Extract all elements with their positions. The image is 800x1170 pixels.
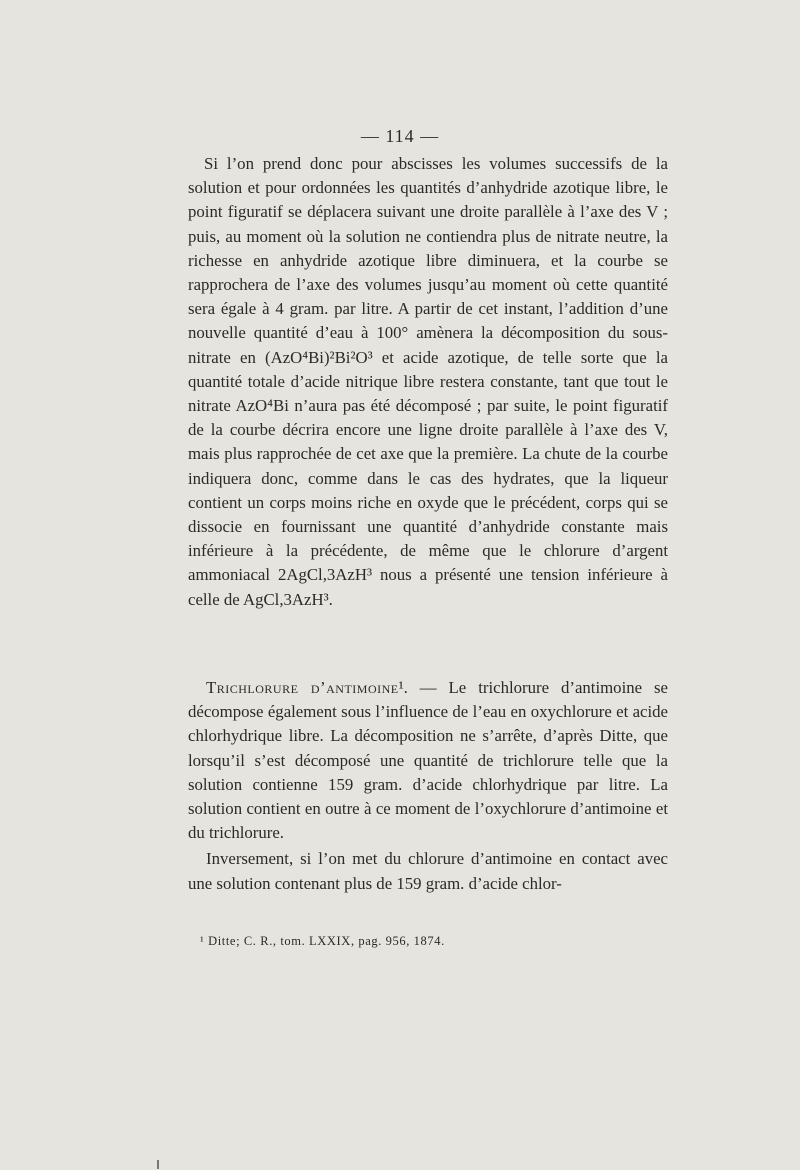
footnote: ¹ Ditte; C. R., tom. LXXIX, pag. 956, 1874. — [200, 934, 445, 948]
paper-speck — [157, 1160, 159, 1169]
section-text: Le trichlorure d’antimoine se décompose également sous l’influence de l’eau en oxychlorure et acide chlorhydrique libre. La décomposition ne s’arrête, d’après Ditte, que lorsqu’il s’est décomposé une quantité de trichlorure telle que la solution contienne 159 gram. d’acide chlorhydrique par litre. La solution contient en outre à ce moment de l’oxychlorure d’antimoine et du trichlorure. — [188, 678, 668, 843]
paragraph: Si l’on prend donc pour abscisses les volumes successifs de la solution et pour ordonnées les quantités d’anhydride azotique libre, le point figuratif se déplacera suivant une droite parallèle à l’axe des V ; puis, au moment où la solution ne contiendra plus de nitrate neutre, la richesse en anhydride azotique libre diminuera, et la courbe se rapprochera de l’axe des volumes jusqu’au moment où cette quantité sera égale à 4 gram. par litre. A partir de cet instant, l’addition d’une nouvelle quantité d’eau à 100° amènera la décomposition du sous-nitrate en (AzO⁴Bi)²Bi²O³ et acide azotique, de telle sorte que la quantité totale d’acide nitrique libre restera constante, tant que tout le nitrate AzO⁴Bi n’aura pas été décomposé ; par suite, le point figuratif de la courbe décrira encore une ligne droite parallèle à l’axe des V, mais plus rapprochée de cet axe que la première. La chute de la courbe indiquera donc, comme dans le cas des hydrates, que la liqueur contient un corps moins riche en oxyde que le précédent, corps qui se dissocie en fournissant une quantité d’anhydride constante mais inférieure à la précédente, de même que le chlorure d’argent ammoniacal 2AgCl,3AzH³ nous a présenté une tension inférieure à celle de AgCl,3AzH³. — [188, 154, 668, 609]
page-number: — 114 — — [360, 126, 440, 146]
body-text-block — [188, 152, 668, 612]
footnote-marker: ¹ — [398, 678, 404, 697]
heading-separator: . — — [403, 678, 449, 697]
section-heading: Trichlorure d’antimoine — [206, 678, 399, 697]
section-paragraph-2: Inversement, si l’on met du chlorure d’antimoine en contact avec une solution contenant plus de 159 gram. d’acide chlor- — [188, 849, 668, 893]
section-block — [188, 676, 668, 896]
section-paragraph — [188, 676, 668, 845]
